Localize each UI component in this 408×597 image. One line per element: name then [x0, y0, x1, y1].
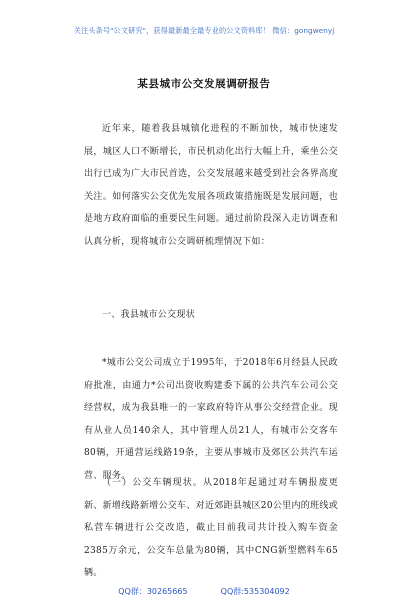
header-bar [0, 0, 408, 58]
paragraph-company [84, 352, 338, 488]
document-page [0, 58, 408, 596]
paragraph-text: *城市公交公司成立于1995年，于2018年6月经县人民政府批准，由通力*公司出资收购建委下属的公共汽车公司公交经营权，成为我县唯一的一家政府特许从事公交经营企业。现有从业人员140余人，其中管理人员21人，有城市公交客车80辆，开通营运线路19条，主要从事城市及郊区公共汽车运营、服务。 [84, 358, 338, 481]
footer-qq-group-1: QQ群：30265665 [118, 587, 188, 596]
section-heading [84, 304, 338, 327]
paragraph-intro [84, 118, 338, 254]
section-heading-text: 一、我县城市公交现状 [102, 310, 196, 320]
paragraph-text: （一）公交车辆现状。从2018年起通过对车辆报废更新、新增线路新增公交车、对近郊距县城区20公里内的班线或私营车辆进行公交改造，截止目前我司共计投入购车资金2385万余元，公交车总量为80辆，其中CNG新型燃料车65辆。 [84, 478, 338, 579]
paragraph-vehicles [84, 472, 338, 585]
header-promo-note: 关注头条号"公文研究"，获得最新最全最专业的公文资料库！ 微信：gongwenyj [73, 26, 335, 35]
footer-contact [0, 586, 408, 597]
paragraph-text: 近年来，随着我县城镇化进程的不断加快，城市快速发展，城区人口不断增长，市民机动化出行大幅上升，乘坐公交出行已成为广大市民首选，公交发展越来越受到社会各界高度关注。如何落实公交优先发展各项政策措施既是发展问题，也是地方政府面临的重要民生问题。通过前阶段深入走访调查和认真分析，现将城市公交调研梳理情况下如： [84, 124, 338, 247]
footer-qq-group-2: QQ群:535304092 [220, 587, 290, 596]
document-title: 某县城市公交发展调研报告 [137, 78, 271, 90]
